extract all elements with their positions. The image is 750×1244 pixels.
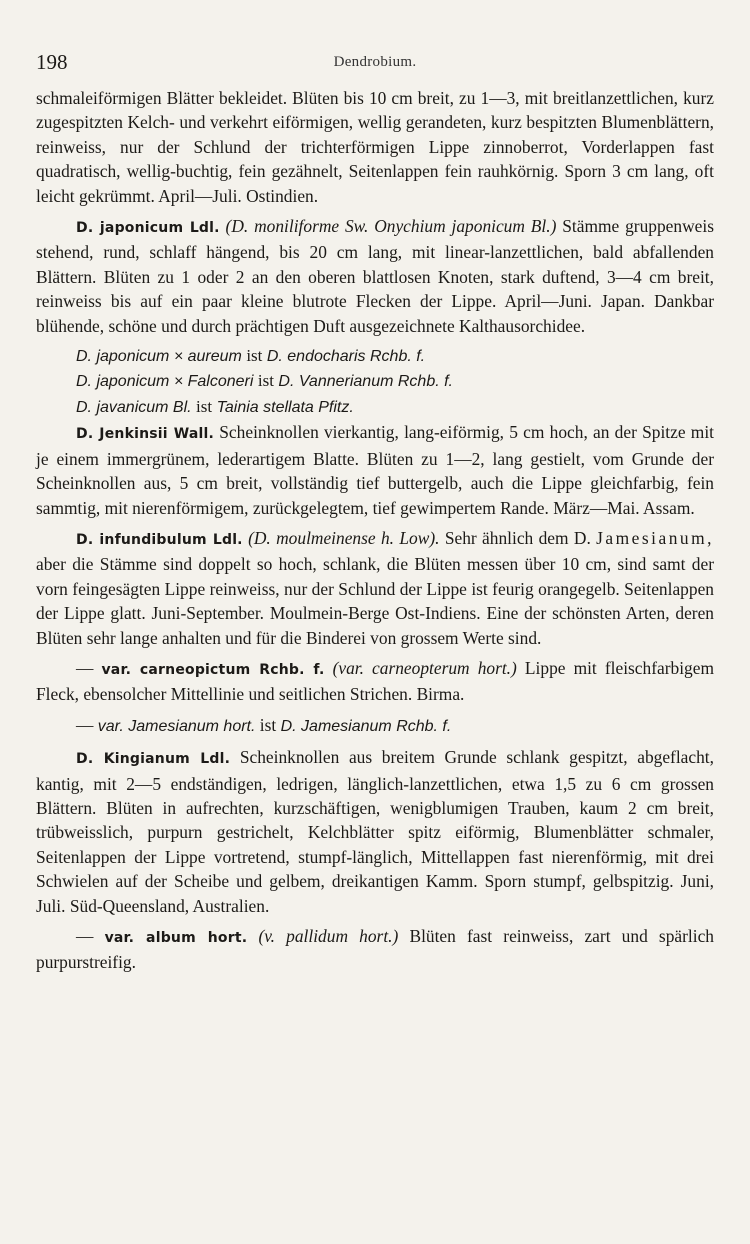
description: Sehr ähnlich dem D.	[444, 527, 591, 548]
description: Blüten fast reinweiss, zart und spärlich purpurstreifig.	[36, 926, 714, 973]
em-dash: —	[76, 926, 94, 946]
entry-var-jamesianum	[36, 713, 714, 739]
entry-kingianum	[36, 745, 714, 918]
species-name: D. infundibulum Ldl.	[76, 531, 243, 548]
entry-var-album	[36, 924, 714, 975]
page-header	[36, 50, 714, 74]
variety-name: var. album hort.	[104, 930, 248, 946]
em-dash: —	[76, 657, 94, 678]
description: Scheinknollen aus breitem Grunde schlank gespitzt, abgeflacht, kantig, mit 2—5 endständigen, ledrigen, länglich-lanzettlichen, etwa 1,5 zu 6 cm grossen Blättern. Blüten in aufrechten, kurzschäftigen, wenigblumigen Trauben, kaum 2 cm breit, trübweisslich, purpurn gestrichelt, Kelchblätter spitz eiförmig, Blumenblätter schmaler, Seitenlappen der Lippe vortretend, stumpf-länglich, Mittellappen fast nierenförmig, mit drei Schwielen auf der Scheibe und gelbem, dreikantigen Kamm. Sporn stumpf, gelbspitzig. Juni, Juli. Süd-Queensland, Australien.	[36, 747, 714, 916]
spaced-name: Jamesianum,	[596, 527, 714, 548]
running-head: Dendrobium.	[333, 54, 417, 70]
hybrid-parents: D. japonicum × Falconeri	[76, 373, 254, 391]
continued-paragraph: schmaleiförmigen Blätter bekleidet. Blüten bis 10 cm breit, zu 1—3, mit breitlanzettlichen, kurz zugespitzten Kelch- und verkehrt eiförmigen, wellig gerandeten, kurz bespitzten Blumenblättern, reinweiss, nur der Schlund der trichterförmigen Lippe zinnoberrot, Vorderlappen fast quadratisch, wellig-buchtig, fein gezähnelt, Seitenlappen fein rauhkörnig. Sporn 3 cm lang, oft leicht gekrümmt. April—Juli. Ostindien.	[36, 88, 714, 206]
species-name: D. Jenkinsii Wall.	[76, 426, 215, 443]
synonym: (var. carneopterum hort.)	[332, 657, 517, 678]
variety-name: var. Jamesianum hort.	[97, 717, 256, 735]
hybrid-name: D. endocharis Rchb. f.	[266, 348, 426, 366]
hybrid-parents: D. javanicum Bl.	[76, 398, 192, 416]
species-name: D. japonicum Ldl.	[76, 220, 220, 237]
synonym: (v. pallidum hort.)	[258, 926, 399, 946]
description: aber die Stämme sind doppelt so hoch, schlank, die Blüten messen über 10 cm, sind samt der vorn feingesägten Lippe reinweiss, nur der Schlund der Lippe ist feurig orangegelb. Seitenlappen der Lippe glatt. Juni-September. Moulmein-Berge Ost-Indiens. Eine der schönsten Arten, deren Blüten sehr lange anhalten und für die Binderei von grossem Werte sind.	[36, 554, 714, 648]
entry-japonicum	[36, 214, 714, 338]
entry-infundibulum	[36, 526, 714, 650]
page-number: 198	[36, 50, 68, 74]
hybrid-ist: ist	[196, 396, 213, 416]
hybrid-ist: ist	[257, 371, 274, 391]
synonym: (D. moulmeinense h. Low).	[248, 527, 440, 548]
hybrid-ist: ist	[246, 346, 263, 366]
description: Scheinknollen vierkantig, lang-eiförmig, 5 cm hoch, an der Spitze mit je einem immergrünem, lederartigem Blatte. Blüten zu 1—2, lang gestielt, vom Grunde der Scheinknollen aus, 5 cm breit, vollständig tief buttergelb, auch die Lippe gleichfarbig, fein sammtig, mit nierenförmigem, zurückgelegtem, tief gewimpertem Rande. März—Mai. Assam.	[36, 422, 714, 518]
em-dash: —	[76, 714, 94, 735]
species-reference: D. Jamesianum Rchb. f.	[280, 717, 452, 735]
page-body	[36, 86, 714, 981]
hybrid-name: D. Vannerianum Rchb. f.	[278, 373, 453, 391]
species-name: D. Kingianum Ldl.	[76, 751, 231, 768]
hybrid-line	[76, 344, 714, 369]
hybrid-name: Tainia stellata Pfitz.	[216, 398, 354, 416]
hybrid-parents: D. japonicum × aureum	[76, 348, 242, 366]
variety-name: var. carneopictum Rchb. f.	[101, 661, 325, 678]
description: Lippe mit fleischfarbigem Fleck, ebensolcher Mittellinie und seitlichen Strichen. Birma.	[36, 657, 714, 705]
hybrid-line	[76, 395, 714, 420]
synonym: (D. moniliforme Sw. Onychium japonicum Bl.)	[225, 216, 557, 237]
entry-var-carneopictum	[36, 656, 714, 707]
variety-ist: ist	[259, 714, 277, 735]
hybrid-list	[76, 344, 714, 420]
entry-jenkinsii	[36, 420, 714, 520]
hybrid-line	[76, 369, 714, 394]
description: Stämme gruppenweis stehend, rund, schlaff hängend, bis 20 cm lang, mit linear-lanzettlichen, bald abfallenden Blättern. Blüten zu 1 oder 2 an den oberen blattlosen Knoten, stark duftend, 3—4 cm breit, reinweiss bis auf ein paar kleine blutrote Flecken der Lippe. April—Juni. Japan. Dankbar blühende, schöne und durch prächtigen Duft ausgezeichnete Kalthausorchidee.	[36, 216, 714, 336]
